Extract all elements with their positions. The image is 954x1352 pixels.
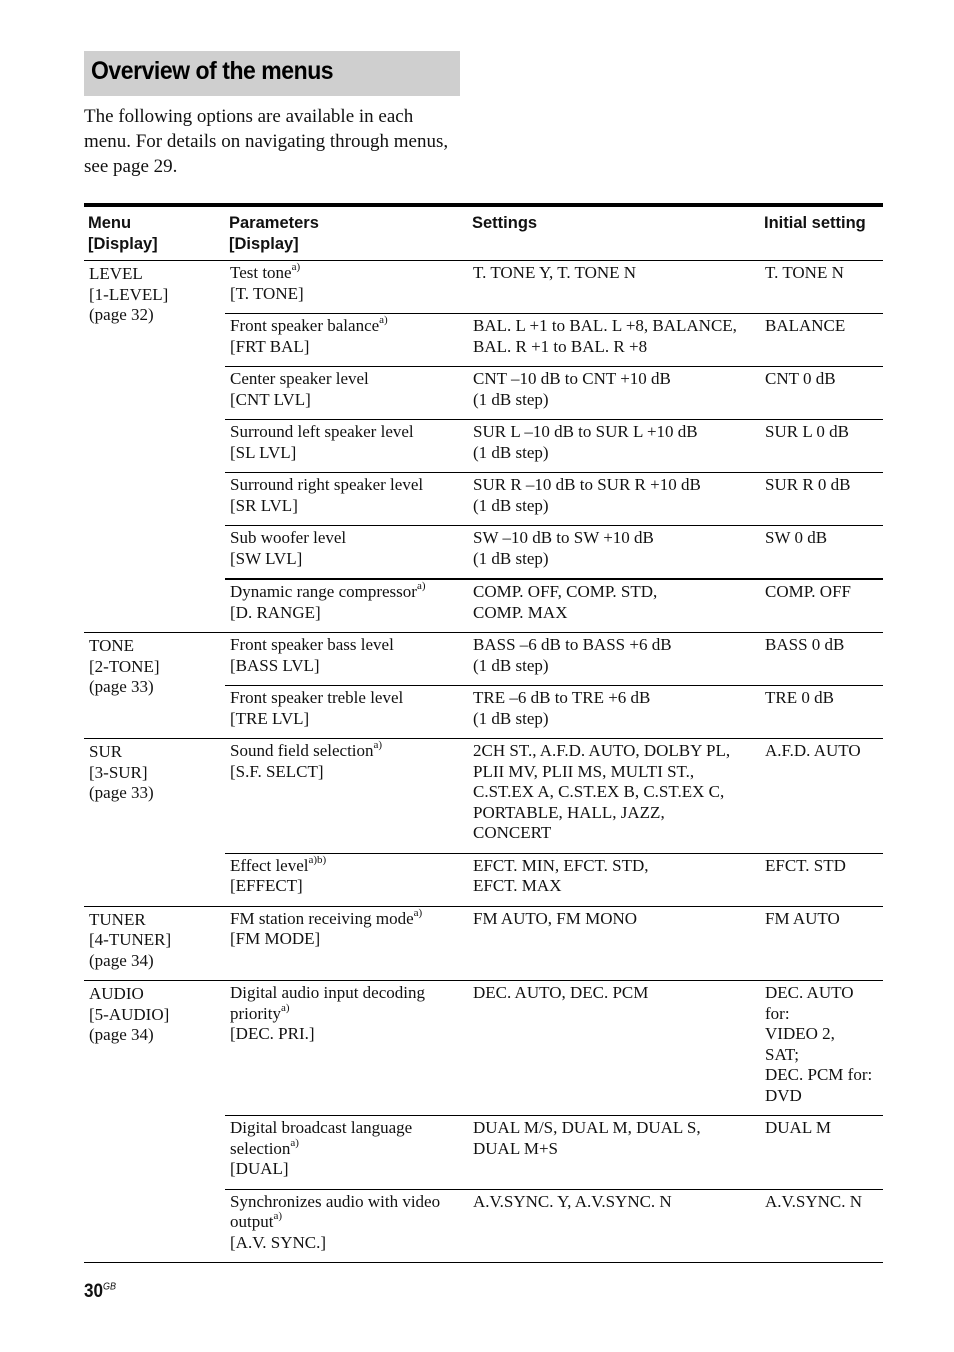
initial-setting-cell: TRE 0 dB <box>760 686 883 739</box>
section-title-bar <box>84 51 460 96</box>
settings-cell: COMP. OFF, COMP. STD, COMP. MAX <box>468 579 760 633</box>
parameter-cell: Digital audio input decoding priority$^{a)}$ [DEC. PRI.] <box>225 981 468 1116</box>
table-row <box>84 906 883 981</box>
initial-setting-cell: BASS 0 dB <box>760 633 883 686</box>
initial-setting-cell: A.V.SYNC. N <box>760 1189 883 1263</box>
settings-cell: A.V.SYNC. Y, A.V.SYNC. N <box>468 1189 760 1263</box>
table-row <box>84 633 883 686</box>
footnote-marker: a) <box>416 580 426 593</box>
parameter-cell: Front speaker balance$^{a)}$ [FRT BAL] <box>225 314 468 367</box>
parameter-cell: Center speaker level [CNT LVL] <box>225 367 468 420</box>
parameter-cell: Sound field selection$^{a)}$ [S.F. SELCT] <box>225 739 468 854</box>
page-title: Overview of the menus <box>91 57 334 85</box>
footnote-marker: a) <box>281 1001 290 1014</box>
settings-cell: 2CH ST., A.F.D. AUTO, DOLBY PL, PLII MV, PLII MS, MULTI ST., C.ST.EX A, C.ST.EX B, C.ST.EX C, PORTABLE, HALL, JAZZ, CONCERT <box>468 739 760 854</box>
initial-setting-cell: CNT 0 dB <box>760 367 883 420</box>
table-row <box>84 981 883 1116</box>
table-header-row <box>84 205 883 261</box>
initial-setting-cell: SW 0 dB <box>760 526 883 580</box>
initial-setting-cell: A.F.D. AUTO <box>760 739 883 854</box>
parameter-cell: Surround left speaker level [SL LVL] <box>225 420 468 473</box>
initial-setting-cell: EFCT. STD <box>760 853 883 906</box>
parameter-cell: Dynamic range compressor$^{a)}$ [D. RANGE] <box>225 579 468 633</box>
initial-setting-cell: SUR L 0 dB <box>760 420 883 473</box>
initial-setting-cell: FM AUTO <box>760 906 883 981</box>
header-initial-setting: Initial setting <box>760 205 883 261</box>
header-parameters: Parameters [Display] <box>225 205 468 261</box>
footnote-marker: a) <box>379 314 388 327</box>
parameter-cell: Sub woofer level [SW LVL] <box>225 526 468 580</box>
settings-cell: DEC. AUTO, DEC. PCM <box>468 981 760 1116</box>
settings-cell: CNT –10 dB to CNT +10 dB (1 dB step) <box>468 367 760 420</box>
menu-cell: SUR [3-SUR] (page 33) <box>84 739 225 907</box>
initial-setting-cell: T. TONE N <box>760 261 883 314</box>
settings-cell: TRE –6 dB to TRE +6 dB (1 dB step) <box>468 686 760 739</box>
settings-cell: DUAL M/S, DUAL M, DUAL S, DUAL M+S <box>468 1116 760 1190</box>
settings-cell: BAL. L +1 to BAL. L +8, BALANCE, BAL. R +1 to BAL. R +8 <box>468 314 760 367</box>
settings-cell: SW –10 dB to SW +10 dB (1 dB step) <box>468 526 760 580</box>
page-number: 30$^{GB}$ <box>84 1281 117 1302</box>
settings-cell: FM AUTO, FM MONO <box>468 906 760 981</box>
settings-cell: SUR R –10 dB to SUR R +10 dB (1 dB step) <box>468 473 760 526</box>
footnote-marker: a) <box>273 1210 282 1223</box>
initial-setting-cell: BALANCE <box>760 314 883 367</box>
parameter-cell: FM station receiving mode$^{a)}$ [FM MODE] <box>225 906 468 981</box>
footnote-marker: a)b) <box>308 853 327 866</box>
parameter-cell: Synchronizes audio with video output$^{a)}$ [A.V. SYNC.] <box>225 1189 468 1263</box>
parameter-cell: Test tone$^{a)}$ [T. TONE] <box>225 261 468 314</box>
settings-cell: EFCT. MIN, EFCT. STD, EFCT. MAX <box>468 853 760 906</box>
table-row <box>84 261 883 314</box>
footnote-marker: a) <box>373 739 383 752</box>
menu-cell: TUNER [4-TUNER] (page 34) <box>84 906 225 981</box>
menu-table <box>84 203 883 1263</box>
menu-cell: AUDIO [5-AUDIO] (page 34) <box>84 981 225 1263</box>
intro-paragraph: The following options are available in each menu. For details on navigating through menus, see page 29. <box>84 106 449 177</box>
table-row <box>84 739 883 854</box>
header-settings: Settings <box>468 205 760 261</box>
parameter-cell: Front speaker treble level [TRE LVL] <box>225 686 468 739</box>
settings-cell: SUR L –10 dB to SUR L +10 dB (1 dB step) <box>468 420 760 473</box>
parameter-cell: Digital broadcast language selection$^{a)}$ [DUAL] <box>225 1116 468 1190</box>
parameter-cell: Surround right speaker level [SR LVL] <box>225 473 468 526</box>
parameter-cell: Front speaker bass level [BASS LVL] <box>225 633 468 686</box>
footnote-marker: a) <box>291 261 301 274</box>
initial-setting-cell: SUR R 0 dB <box>760 473 883 526</box>
initial-setting-cell: DUAL M <box>760 1116 883 1190</box>
parameter-cell: Effect level$^{a)b)}$ [EFFECT] <box>225 853 468 906</box>
header-menu: Menu [Display] <box>84 205 225 261</box>
page-suffix: GB <box>103 1281 117 1293</box>
initial-setting-cell: COMP. OFF <box>760 579 883 633</box>
initial-setting-cell: DEC. AUTO for: VIDEO 2, SAT; DEC. PCM for: DVD <box>760 981 883 1116</box>
menu-cell: TONE [2-TONE] (page 33) <box>84 633 225 739</box>
footnote-marker: a) <box>413 906 423 919</box>
settings-cell: BASS –6 dB to BASS +6 dB (1 dB step) <box>468 633 760 686</box>
footnote-marker: a) <box>290 1136 299 1149</box>
menu-cell: LEVEL [1-LEVEL] (page 32) <box>84 261 225 633</box>
settings-cell: T. TONE Y, T. TONE N <box>468 261 760 314</box>
